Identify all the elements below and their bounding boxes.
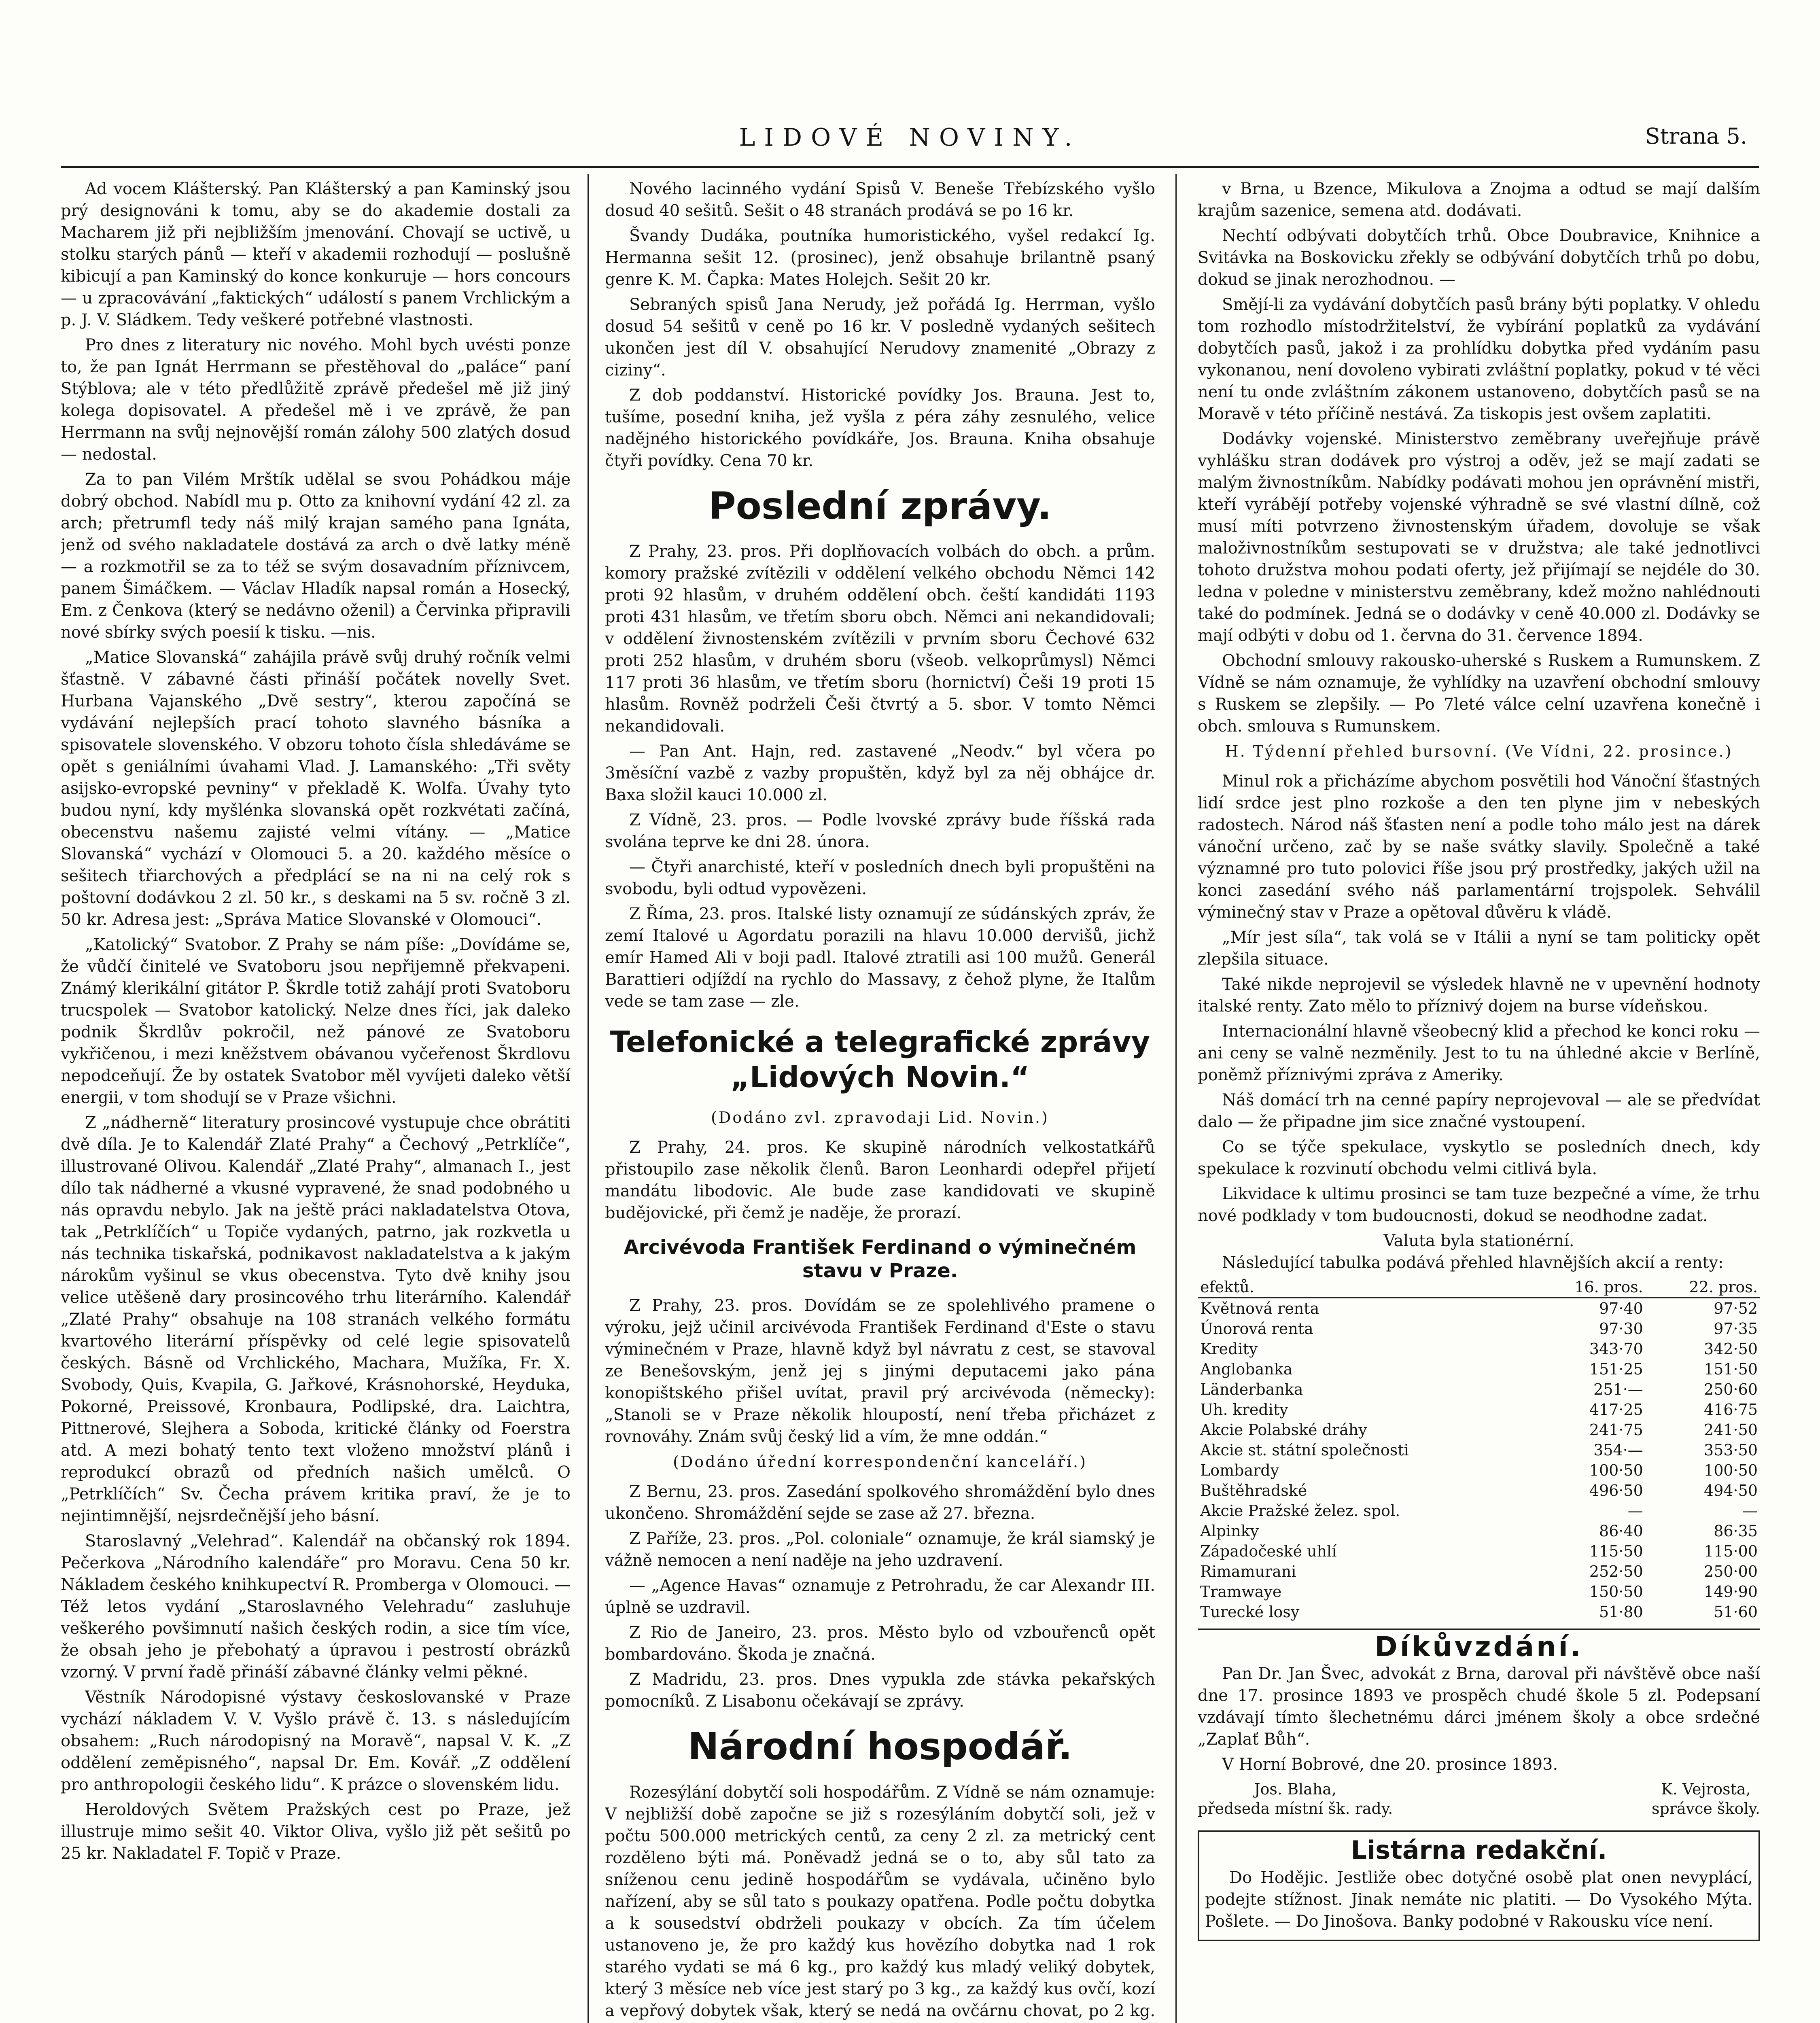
rates-row <box>1198 1440 1760 1460</box>
thanks-place-date: V Horní Bobrové, dne 20. prosince 1893. <box>1222 1755 1558 1774</box>
column-1 <box>61 178 571 2023</box>
article-paragraph: Z Vídně, 23. pros. — Podle lvovské zprávy bude říšská rada svolána teprve ke dni 28. února. <box>605 811 1155 852</box>
rates-value: 100·50 <box>1589 1461 1643 1479</box>
article-paragraph: „Matice Slovanská“ zahájila právě svůj druhý ročník velmi šťastně. V zábavné části přináší počátek novelly Svet. Hurbana Vajanského „Dvě sestry“, kterou započíná se vydávání nejlepších prací tohoto slavného básníka a spisovatele slovenského. V obzoru tohoto čísla shledáváme se opět s geniálními úvahami Vlad. J. Lamanského: „Tři světy asijsko-evropské pevniny“ v překladě K. Wolfa. Úvahy tyto budou nyní, kdy myšlénka slovanská opět rozkvétati začíná, obecenstvu našemu zajisté velmi vítány. — „Matice Slovanská“ vychází v Olomouci 5. a 20. každého měsíce o sešitech třiarchových a předplácí se na ni na celý rok s poštovní dodávkou 2 zl. 50 kr., s deskami na 5 sv. ročně 3 zl. 50 kr. Adresa jest: „Správa Matice Slovanské v Olomouci“. <box>61 648 571 929</box>
column-2 <box>605 178 1155 2023</box>
rates-value: 250·60 <box>1704 1380 1758 1398</box>
rates-value: 115·00 <box>1704 1542 1758 1560</box>
article-paragraph: Z Prahy, 24. pros. Ke skupině národních velkostatkářů přistoupilo zase několik členů. Baron Leonhardi odepřel přijetí mandátu libodovic. Ale bude zase kandidovati ve skupině budějovické, při čemž je naděje, že prorazí. <box>605 1138 1155 1223</box>
rates-col-header: efektů. <box>1198 1277 1531 1298</box>
rates-value: 86·40 <box>1599 1522 1643 1540</box>
rates-value: 51·60 <box>1714 1603 1758 1621</box>
rates-value: 115·50 <box>1589 1542 1643 1560</box>
rates-item-name: Turecké losy <box>1200 1603 1300 1621</box>
article-paragraph: Internacionální hlavně všeobecný klid a přechod ke konci roku — ani ceny se valně nezměnily. Jest to tu na úhledné akcie v Berlíně, poněmž příznivými zpráva z Ameriky. <box>1198 1022 1760 1084</box>
article-paragraph: Sebraných spisů Jana Nerudy, jež pořádá Ig. Herrman, vyšlo dosud 54 sešitů v ceně po 16 kr. V posledně vydaných sešitech ukončen jest díl V. obsahující Nerudovy znamenité „Obrazy z ciziny“. <box>605 295 1155 380</box>
section-subheading: (Dodáno zvl. zpravodaji Lid. Novin.) <box>711 1109 1049 1127</box>
rates-col-header: 22. pros. <box>1646 1277 1760 1298</box>
section-heading-economy: Národní hospodář. <box>687 1725 1073 1769</box>
article-paragraph: — Pan Ant. Hajn, red. zastavené „Neodv.“ byl včera po 3měsíční vazbě z vazby propuštěn, když byl za něj obhájce dr. Baxa složil kauci 10.000 zl. <box>605 742 1155 805</box>
rates-value: 97·52 <box>1714 1300 1758 1317</box>
article-paragraph: Staroslavný „Velehrad“. Kalendář na občanský rok 1894. Pečerkova „Národního kalendáře“ pro Moravu. Cena 50 kr. Nákladem českého knihkupectví R. Promberga v Olomouci. — Též letos vydání „Staroslavného Velehradu“ zasluhuje veškerého povšimnutí našich českých rodin, a sice tím více, že obsah jeho je přebohatý a úpravou i pestrostí obrázků vzorný. V první řadě přináší zábavné články velmi pěkné. <box>61 1532 571 1682</box>
article-heading-archduke: Arcivévoda František Ferdinand o výminečném stavu v Praze. <box>624 1236 1137 1282</box>
article-paragraph: Švandy Dudáka, poutníka humoristického, vyšel redakcí Ig. Hermanna sešit 12. (prosinec), jenž obsahuje brilantně psaný genre K. M. Čapka: Mates Holejch. Sešit 20 kr. <box>605 227 1155 289</box>
rates-value: 354·— <box>1593 1441 1643 1459</box>
article-paragraph: Z Prahy, 23. pros. Při doplňovacích volbách do obch. a prům. komory pražské zvítězili v oddělení velkého obchodu Němci 142 proti 92 hlasům, v druhém oddělení obch. čeští kandidáti 1193 proti 431 hlasům, ve třetím sboru obch. Němci ani nekandidovali; v oddělení živnostenském zvítězili v prvním sboru Čechové 632 proti 252 hlasům, v druhém sboru (všeob. velkoprůmysl) Němci 117 proti 36 hlasům, ve třetím sboru (hornictví) Češi 19 proti 15 hlasům. Rovněž podrželi Češi čtvrtý a 5. sbor. V tomto Němci nekandidovali. <box>605 542 1155 736</box>
rates-row <box>1198 1298 1760 1319</box>
rates-value: 251·— <box>1593 1380 1643 1398</box>
rates-col-header: 16. pros. <box>1531 1277 1646 1298</box>
rates-row <box>1198 1582 1760 1602</box>
rates-value: 86·35 <box>1714 1522 1758 1540</box>
rates-item-name: Kredity <box>1200 1340 1258 1358</box>
weekly-heading <box>1198 740 1760 762</box>
header-rule <box>61 166 1759 168</box>
editorial-letters-box <box>1198 1830 1760 1941</box>
article-paragraph: Z Rio de Janeiro, 23. pros. Město bylo od vzbouřenců opět bombardováno. Škoda je značná. <box>605 1623 1155 1664</box>
rates-value: 97·35 <box>1714 1320 1758 1338</box>
rates-value: 342·50 <box>1704 1340 1758 1358</box>
signature-name: K. Vejrosta, <box>1661 1780 1751 1798</box>
section-heading-telegrams: Telefonické a telegrafické zprávy „Lidových Novin.“ <box>610 1025 1150 1094</box>
article-paragraph: Z Bernu, 23. pros. Zasedání spolkového shromáždění bylo dnes ukončeno. Shromáždění sejde se zase až 27. března. <box>605 1482 1155 1523</box>
signature-name: Jos. Blaha, <box>1254 1780 1337 1798</box>
rates-value: — <box>1742 1502 1758 1520</box>
rates-value: 151·50 <box>1704 1360 1758 1378</box>
article-paragraph: „Katolický“ Svatobor. Z Prahy se nám píše: „Dovídáme se, že vůdčí činitelé ve Svatoboru jsou nepřijemně překvapeni. Známý klerikální gitátor P. Škrdle totiž zahájí proti Svatoboru trucspolek — Svatobor katolický. Nelze dnes říci, jak daleko podnik Škrdlův pokročil, než pánové ze Svatoboru vykřičenou, i mezi kněžstvem obávanou vyčeřenost Škrdlovu nepodceňují. Že by ostatek Svatobor měl vyvíjeti daleko větší energii, v tom shodují se v Praze všichni. <box>61 935 571 1107</box>
rates-item-name: Akcie st. státní společnosti <box>1200 1441 1409 1459</box>
rates-item-name: Rimamurani <box>1200 1563 1296 1580</box>
rates-item-name: Länderbanka <box>1200 1380 1303 1398</box>
rates-row <box>1198 1460 1760 1480</box>
rates-row <box>1198 1521 1760 1541</box>
rates-row <box>1198 1420 1760 1440</box>
thanks-text: Pan Dr. Jan Švec, advokát z Brna, daroval při návštěvě obce naší dne 17. prosince 1893 ve prospěch chudé škole 5 zl. Podepsaní vzdávají tímto šlechetnému dárci jménem školy a obce srdečné „Zaplať Bůh“. <box>1198 1665 1760 1749</box>
rates-value: 250·00 <box>1704 1563 1758 1580</box>
article-paragraph: Z dob poddanství. Historické povídky Jos. Brauna. Jest to, tušíme, posední kniha, jež vyšla z péra záhy zesnulého, velice nadějného historického povídkáře, Jos. Brauna. Kniha obsahuje čtyři povídky. Cena 70 kr. <box>605 386 1155 470</box>
article-paragraph: Z „nádherně“ literatury prosincové vystupuje chce obrátiti dvě díla. Je to Kalendář Zlaté Prahy“ a Čechový „Petrklíče“, illustrované Olivou. Kalendář „Zlaté Prahy“, almanach I., jest dílo tak nádherné a vkusné vypravené, že snad podobného u nás opravdu nebylo. Jak na ještě práci nakladatelstva Otova, tak „Petrklíčích“ u Topiče vydaných, patrno, jak rozkvetla u nás technika tiskařská, podnikavost nakladatelstva a k jakým nárokům vyšinul se vkus obecenstva. Tyto dvě knihy jsou velice utěšeně dary prosincového trhu literárního. Kalendář „Zlaté Prahy“ obsahuje na 108 stranách velkého formátu kvartového literární příspěvky od celé legie spisovatelů českých. Básně od Vrchlického, Machara, Mužíka, Fr. X. Svobody, Quis, Kvapila, G. Jařkové, Krásnohorské, Heyduka, Pokorné, Preissové, Kronbaura, Podlipské, dra. Laichtra, Pittnerové, Slejhera a Soboda, kritické články od Foerstra atd. A mezi bohatý tento text vloženo množství plánů i reprodukcí obrazů od předních našich umělců. O „Petrklíčích“ Sv. Čecha právem kritika praví, že je to nejintimnější, nejsrdečnější jeho básní. <box>61 1113 571 1525</box>
rates-value: 150·50 <box>1589 1583 1643 1601</box>
article-paragraph: Likvidace k ultimu prosinci se tam tuze bezpečné a víme, že trhu nové podklady v tom budoucnosti, dokud se neodhodne zadat. <box>1198 1185 1760 1225</box>
article-paragraph: Za to pan Vilém Mrštík udělal se svou Pohádkou máje dobrý obchod. Nabídl mu p. Otto za knihovní vydání 42 zl. za arch; přetrumfl tedy náš milý krajan samého pana Ignáta, jenž od svého nakladatele dostává za arch o dvě latky méně — a rozkmotřil se za to též se svým dosavadním příznivcem, panem Šimáčkem. — Václav Hladík napsal román a Hosecký, Em. z Čenkova (který se nedávno oženil) a Červinka připravili nové sbírky svých poesií k tisku. —nis. <box>61 470 571 642</box>
rates-value: 252·50 <box>1589 1563 1643 1580</box>
editorial-letters-text: Do Hodějic. Jestliže obec dotyčné osobě plat onen nevyplácí, podejte stížnost. Jinak nemáte nic platiti. — Do Vysokého Mýta. Pošlete. — Do Jinošova. Banky podobné v Rakousku více není. <box>1205 1868 1753 1931</box>
page-number: Strana 5. <box>1645 123 1747 149</box>
rates-table <box>1198 1277 1760 1622</box>
column-divider <box>588 174 589 2023</box>
rates-item-name: Tramwaye <box>1200 1583 1282 1601</box>
rates-row <box>1198 1501 1760 1521</box>
rates-item-name: Buštěhradské <box>1200 1482 1307 1499</box>
rates-value: 51·80 <box>1599 1603 1643 1621</box>
rates-row <box>1198 1339 1760 1359</box>
article-paragraph: Také nikde neprojevil se výsledek hlavně ne v upevnění hodnoty italské renty. Zato mělo to příznivý dojem na burse vídeňskou. <box>1198 975 1760 1016</box>
article-paragraph: Nového lacinného vydání Spisů V. Beneše Třebízského vyšlo dosud 40 sešitů. Sešit o 48 stranách prodává se po 16 kr. <box>605 180 1155 220</box>
rates-value: 97·30 <box>1599 1320 1643 1338</box>
article-paragraph: Smějí-li za vydávání dobytčích pasů brány býti poplatky. V ohledu tom rozhodlo místodržitelství, že vybírání poplatků za vydávání dobytčích pasů, jakož i za prohlídku dobytka před vydáním pasu vykonanou, není dovoleno vybirati zvláštní poplatky, pokud v té věci není tu onde zvláštním zákonem ustanoveno, dobytčích pasů se na Moravě v této příčině nestává. Za tiskopis jest ovšem zaplatiti. <box>1198 295 1760 423</box>
article-paragraph: Dodávky vojenské. Ministerstvo zeměbrany uveřejňuje právě vyhlášku stran dodávek pro výstroj a oděv, jež se mají zadati se malým živnostníkům. Nabídky podávati mohou jen oprávnění mistři, kteří vyrábějí potřeby vojenské výhradně se své vlastní dílně, což musí míti potvrzeno živnostenským úřadem, dovoluje se však maloživnostníkům sestupovati se v družstva; ale také jednotlivci tohoto družstva mohou podati oferty, jež přijímají se nejdéle do 30. ledna v poledne v ministerstvu zeměbrany, kdež možno nahlédnouti také do podmínek. Jedná se o dodávky v ceně 40.000 zl. Dodávky se mají odbýti v dobu od 1. června do 31. července 1894. <box>1198 430 1760 645</box>
rates-value: 343·70 <box>1589 1340 1643 1358</box>
article-paragraph: Z Říma, 23. pros. Italské listy oznamují ze súdánských zpráv, že zemí Italové u Agordatu porazili na hlavu 10.000 dervišů, jichž emír Hamed Ali v boji padl. Italové ztratili asi 100 mužů. Generál Barattieri odjíždí na rychlo do Massavy, z čehož plyne, že Italům vede se tam zase — zle. <box>605 905 1155 1011</box>
rates-row <box>1198 1480 1760 1501</box>
rates-item-name: Uh. kredity <box>1200 1401 1288 1419</box>
column-3 <box>1198 178 1760 2023</box>
rates-item-name: Lombardy <box>1200 1461 1279 1479</box>
article-paragraph: Z Paříže, 23. pros. „Pol. coloniale“ oznamuje, že král siamský je vážně nemocen a není naděje na jeho uzdravení. <box>605 1529 1155 1570</box>
rates-value: 416·75 <box>1704 1401 1758 1419</box>
rates-value: 353·50 <box>1704 1441 1758 1459</box>
article-paragraph: — „Agence Havas“ oznamuje z Petrohradu, že car Alexandr III. úplně se uzdravil. <box>605 1576 1155 1617</box>
rates-value: — <box>1627 1502 1643 1520</box>
rates-header-row <box>1198 1277 1760 1298</box>
divider <box>1198 1629 1760 1630</box>
rates-body <box>1198 1298 1760 1622</box>
rates-heading: Valuta byla stationérní. <box>1383 1232 1574 1250</box>
article-paragraph: Co se týče spekulace, vyskytlo se posledních dnech, kdy spekulace k rozvinutí obchodu velmi citlivá byla. <box>1198 1138 1760 1178</box>
rates-value: 494·50 <box>1704 1482 1758 1499</box>
rates-item-name: Akcie Polabské dráhy <box>1200 1421 1367 1439</box>
column-divider <box>1175 174 1177 2023</box>
article-paragraph: Heroldových Světem Pražských cest po Praze, jež illustruje mimo sešit 40. Viktor Oliva, vyšlo již pět sešitů po 25 kr. Nakladatel F. Topič v Praze. <box>61 1800 571 1863</box>
article-paragraph: Věstník Národopisné výstavy českoslovanské v Praze vychází nákladem V. V. Vyšlo právě č. 13. s následujícím obsahem: „Ruch národopisný na Moravě“, napsal V. K. „Z oddělení zeměpisného“, napsal Dr. Em. Kovář. „Z oddělení pro anthropologii českého lidu“. K prázce o slovenském lidu. <box>61 1688 571 1794</box>
rates-value: 241·75 <box>1589 1421 1643 1439</box>
section-heading-latest-news: Poslední zprávy. <box>708 484 1052 528</box>
rates-item-name: Alpinky <box>1200 1522 1259 1540</box>
rates-item-name: Akcie Pražské želez. spol. <box>1200 1502 1400 1520</box>
rates-intro: Následující tabulka podává přehled hlavnějších akcií a renty: <box>1222 1253 1724 1272</box>
editorial-letters-heading: Listárna redakční. <box>1351 1835 1607 1865</box>
source-note: (Dodáno úřední korrespondenční kanceláří.) <box>673 1453 1087 1471</box>
rates-row <box>1198 1400 1760 1420</box>
signature-title: správce školy. <box>1651 1800 1760 1817</box>
article-paragraph: Nechtí odbývati dobytčích trhů. Obce Doubravice, Knihnice a Svitávka na Boskovicku zřekly se odbývání dobytčích trhů po dobu, dokud se jinak nerozhodnou. — <box>1198 227 1760 289</box>
rates-row <box>1198 1319 1760 1339</box>
page-header <box>61 123 1759 160</box>
article-paragraph: Z Prahy, 23. pros. Dovídám se ze spolehlivého pramene o výroku, jejž učinil arcivévoda František Ferdinand d'Este o stavu výminečném v Praze, hlavně když byl návratu z cest, se stavoval ze Benešovským, jenž jej s jinými deputacemi jako pána konopištského přišel uvítat, pravil prý arcivévoda (německy): „Stanoli se v Praze několik hloupostí, není třeba přicházet z rovnováhy. Znám svůj český lid a vím, že mne oddán.“ <box>605 1296 1155 1446</box>
rates-row <box>1198 1359 1760 1379</box>
article-paragraph: Z Madridu, 23. pros. Dnes vypukla zde stávka pekařských pomocníků. Z Lisabonu očekávají se zprávy. <box>605 1670 1155 1711</box>
article-paragraph: „Mír jest síla“, tak volá se v Itálii a nyní se tam politicky opět zlepšila situace. <box>1198 928 1760 969</box>
rates-value: 97·40 <box>1599 1300 1643 1317</box>
weekly-title: H. Týdenní přehled bursovní. <box>1225 742 1499 760</box>
rates-value: 496·50 <box>1589 1482 1643 1499</box>
signature-right <box>1652 1779 1760 1818</box>
article-paragraph: Rozesýlání dobytčí soli hospodářům. Z Vídně se nám oznamuje: V nejbližší době započne se již s rozesýláním dobytčí soli, jež v počtu 500.000 metrických centů, za ceny 2 zl. za metrický cent rozděleno býti má. Poněvadž jedná se o to, aby sůl tato za sníženou cenu jedině hospodářům se vydávala, učiněno bylo nařízení, aby se sůl tato s poukazy opatřena. Podle počtu dobytka a k sousedství obdrželi poukazy v obcích. Za tím účelem ustanoveno je, že pro každý kus hovězího dobytka nad 1 rok starého vydati se má 6 kg., pro každý kus mladý veliký dobytek, který 3 měsíce neb více jest starý po 3 kg., za každý kus ovčí, kozí a vepřový dobytek však, který se nedá na ovčárnu chovat, po 2 kg. <box>605 1783 1155 2020</box>
rates-row <box>1198 1561 1760 1582</box>
thanks-heading: Díkůvzdání. <box>1375 1631 1583 1663</box>
rates-value: 241·50 <box>1704 1421 1758 1439</box>
rates-item-name: Květnová renta <box>1200 1300 1319 1317</box>
rates-item-name: Únorová renta <box>1200 1320 1313 1338</box>
rates-value: 149·90 <box>1704 1583 1758 1601</box>
article-paragraph: Ad vocem Klášterský. Pan Klášterský a pan Kaminský jsou prý designováni k tomu, aby se do akademie dostali za Macharem již při nejbližším jmenování. Chovají se uctivě, u stolku starých pánů — kteří v akademii rozhodují — poslušně kibicují a pan Kaminský do konce konkuruje — hors concours — u zpracovávání „faktických“ událostí s panem Vrchlickým a p. J. V. Sládkem. Tedy veškeré potřebné vlastnosti. <box>61 180 571 329</box>
rates-row <box>1198 1379 1760 1400</box>
rates-value: 151·25 <box>1589 1360 1643 1378</box>
masthead: LIDOVÉ NOVINY. <box>739 123 1081 152</box>
article-paragraph: v Brna, u Bzence, Mikulova a Znojma a odtud se mají dalším krajům sazenice, semena atd. dodávati. <box>1198 180 1760 220</box>
article-paragraph: — Čtyři anarchisté, kteří v posledních dnech byli propuštěni na svobodu, byli odtud vypovězeni. <box>605 858 1155 899</box>
weekly-dateline: (Ve Vídni, 22. prosince.) <box>1505 742 1733 760</box>
rates-value: 100·50 <box>1704 1461 1758 1479</box>
signature-left <box>1198 1779 1393 1818</box>
rates-row <box>1198 1541 1760 1561</box>
rates-value: 417·25 <box>1589 1401 1643 1419</box>
article-paragraph: Minul rok a přicházíme abychom posvětili hod Vánoční šťastných lidí srdce jest plno rozkoše a den ten plyne jim v nebeských radostech. Národ náš šťasten není a podle toho málo jest na dárek vánoční určeno, zač by se naše svátky slavily. Společně a také významné pro tuto polovici říše jsou prý prostředky, jakých užil na konci zasedání svého náš parlamentární trojspolek. Sehválil výminečný stav v Praze a opětoval důvěru k vládě. <box>1198 772 1760 922</box>
article-paragraph: Obchodní smlouvy rakousko-uherské s Ruskem a Rumunskem. Z Vídně se nám oznamuje, že vyhlídky na uzavření obchodní smlouvy s Ruskem se zlepšily. — Po 7leté válce celní uzavřena konečně i obch. smlouva s Rumunskem. <box>1198 651 1760 736</box>
rates-row <box>1198 1602 1760 1622</box>
article-paragraph: Pro dnes z literatury nic nového. Mohl bych uvésti ponze to, že pan Ignát Herrmann se přestěhoval do „paláce“ paní Stýblova; ale v této předlůžitě zprávě předešel mě již jiný kolega dopisovatel. A předešel mě i ve zprávě, že pan Herrmann na svůj nejnovější román zálohy 500 zlatých dosud — nedostal. <box>61 336 571 464</box>
signature-title: předseda místní šk. rady. <box>1198 1800 1393 1817</box>
signatures <box>1198 1779 1760 1818</box>
article-paragraph: Náš domácí trh na cenné papíry neprojevoval — ale se předvídat dalo — že připadne jim sice značné vystoupení. <box>1198 1091 1760 1131</box>
rates-item-name: Anglobanka <box>1200 1360 1293 1378</box>
rates-item-name: Západočeské uhlí <box>1200 1542 1337 1560</box>
